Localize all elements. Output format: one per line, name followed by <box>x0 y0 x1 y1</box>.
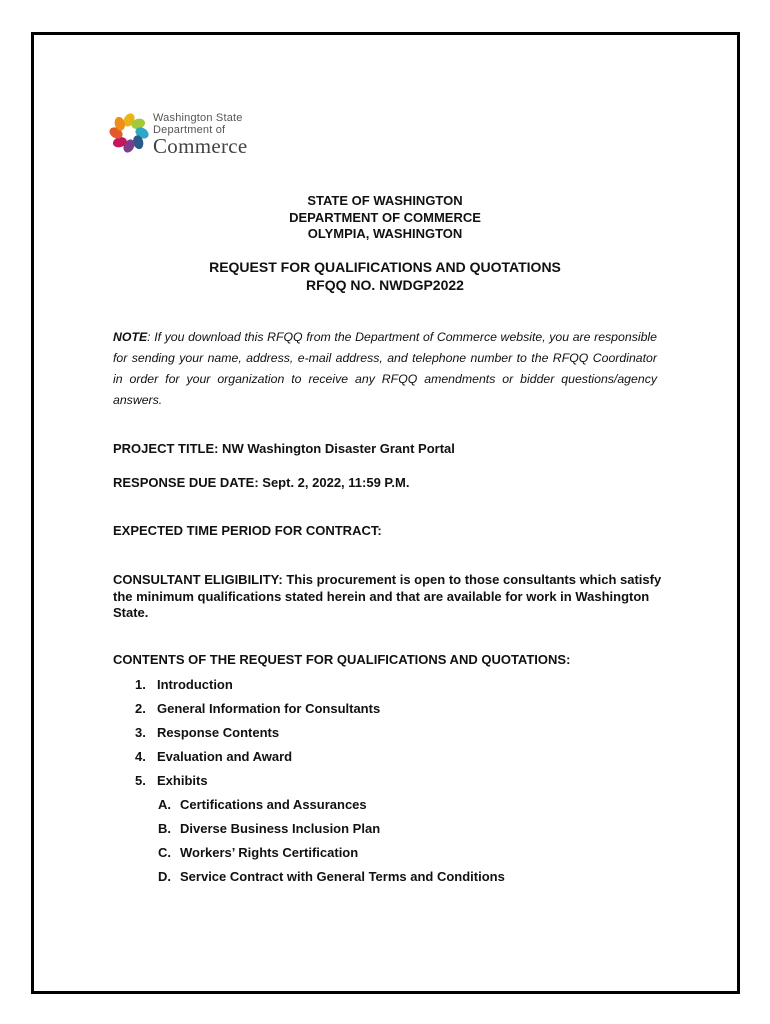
contents-list <box>113 652 570 892</box>
exhibit-item: D. Service Contract with General Terms and Conditions <box>158 869 505 884</box>
title-line-1: REQUEST FOR QUALIFICATIONS AND QUOTATIONS <box>209 259 561 275</box>
list-item: 4. Evaluation and Award <box>135 749 293 764</box>
response-due-date: RESPONSE DUE DATE: Sept. 2, 2022, 11:59 P.M. <box>113 475 410 490</box>
contents-heading: CONTENTS OF THE REQUEST FOR QUALIFICATIONS AND QUOTATIONS: <box>113 652 571 667</box>
agency-header <box>0 193 770 243</box>
consultant-eligibility: CONSULTANT ELIGIBILITY: This procurement is open to those consultants which satisfy the minimum qualifications stated herein and that are available for work in Washington State. <box>113 572 662 620</box>
contract-time-period: EXPECTED TIME PERIOD FOR CONTRACT: <box>113 523 382 538</box>
list-item: 3. Response Contents <box>135 725 280 740</box>
document-title <box>0 258 770 294</box>
exhibit-item: B. Diverse Business Inclusion Plan <box>158 821 381 836</box>
exhibit-item: A. Certifications and Assurances <box>158 797 367 812</box>
note-label: NOTE <box>113 330 148 344</box>
list-item: 1. Introduction <box>135 677 233 692</box>
list-item: 2. General Information for Consultants <box>135 701 381 716</box>
agency-line-3: OLYMPIA, WASHINGTON <box>307 226 463 241</box>
note-text: : If you download this RFQQ from the Department of Commerce website, you are responsible for sending your name, address, e-mail address, and telephone number to the RFQQ Coordinator in order for your organization to receive any RFQQ amendments or bidder questions/agency answers. <box>113 330 657 407</box>
title-line-2: RFQQ NO. NWDGP2022 <box>306 277 464 293</box>
project-title: PROJECT TITLE: NW Washington Disaster Grant Portal <box>113 441 455 456</box>
list-item: 5. Exhibits <box>135 773 208 788</box>
commerce-flower-icon <box>108 110 152 156</box>
commerce-logo <box>108 110 268 160</box>
logo-line-2: Department of <box>153 124 226 136</box>
agency-line-2: DEPARTMENT OF COMMERCE <box>289 209 481 225</box>
logo-line-1: Washington State <box>153 112 243 124</box>
logo-line-3: Commerce <box>153 134 248 158</box>
agency-line-1: STATE OF WASHINGTON <box>307 193 463 208</box>
exhibit-item: C. Workers’ Rights Certification <box>158 845 359 860</box>
download-note <box>113 327 657 411</box>
